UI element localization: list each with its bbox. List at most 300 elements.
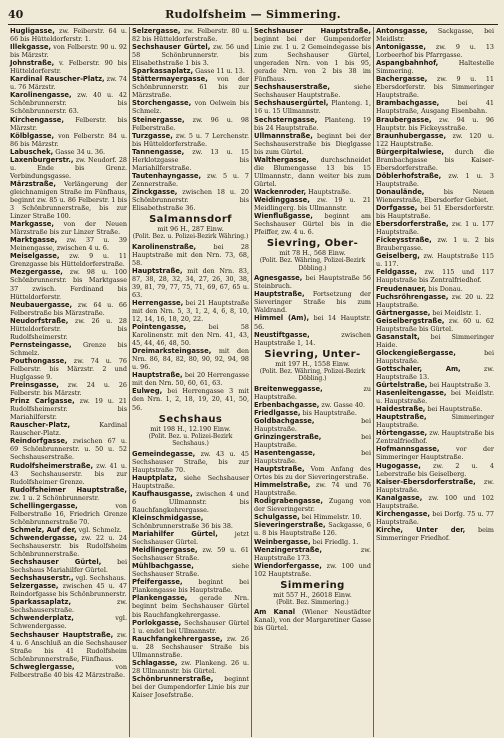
street-entry bbox=[132, 619, 249, 635]
street-name: Braubergasse, bbox=[376, 115, 432, 124]
street-entry bbox=[376, 116, 494, 132]
street-description: zw. 9 u. 11 Grenzgasse bis Hütteldorferstraße. bbox=[10, 252, 127, 269]
column-1 bbox=[8, 27, 130, 737]
street-description: zw. 40 u. 42 Schönbrunnerstr. bis Schönbrunnerstr. 63. bbox=[10, 91, 127, 116]
street-description: bei Hauptstraße. bbox=[425, 405, 483, 414]
locality-stats: mit 557 H., 26018 Einw. bbox=[273, 590, 352, 599]
street-entry bbox=[10, 631, 127, 663]
street-entry bbox=[10, 421, 127, 437]
street-name: Sechshauserstraße, bbox=[254, 83, 331, 92]
street-name: Herrengasse, bbox=[132, 298, 184, 307]
street-entry bbox=[10, 582, 127, 598]
street-description: von Felberstraße 16, Friedrich Grenze Schönbrunnerstraße 70. bbox=[10, 501, 127, 526]
street-description: beginnt bei der Gumpendorfer Linie zw. 1 u. 2 Gemeindegasse bis zum Sechshauser Gürtel, ungeraden Nrn. von 1 bis 95, gerade Nrn. von 2 bis 38 im Fünfhaus. bbox=[254, 35, 371, 84]
street-name: Freudenauer, bbox=[376, 284, 427, 293]
street-entry bbox=[10, 558, 127, 574]
street-name: Hugligasse, bbox=[10, 27, 55, 35]
street-description: zwischen Hauptstraße 1, 14. bbox=[254, 330, 371, 347]
street-description: zw. 100 und 102 Hauptstraße. bbox=[254, 561, 371, 578]
street-description: Felberstr. bis Märzstr. bbox=[10, 115, 127, 132]
street-description: Zugang von der Sieveringerstr. bbox=[254, 497, 371, 514]
street-description: zw. Hauptstraße. bbox=[376, 477, 494, 494]
street-entry bbox=[132, 243, 249, 267]
street-entry bbox=[10, 91, 127, 115]
street-name: Wienflußgasse, bbox=[254, 212, 313, 221]
street-name: Illekgasse, bbox=[10, 43, 52, 52]
street-description: Gasse 11 u. 13. bbox=[193, 67, 245, 76]
street-name: Wiendorfergasse, bbox=[254, 561, 322, 570]
street-description: zw. Hauptstraße 115 u. 117. bbox=[376, 252, 494, 269]
street-entry bbox=[376, 285, 494, 293]
street-description: zw. Plankeng. 26 u. 28 Ullmannstr. bis Gürtel. bbox=[132, 658, 249, 675]
street-description: zw. 74 u. 76 Märzstr. bbox=[10, 75, 127, 92]
street-name: Gottschaler, Am, bbox=[376, 364, 461, 373]
street-description: mit den Nrn. 83, 87, 38, 28, 32, 34, 27, 26, 30, 38, 39, 81, 79, 77, 75, 71, 69, 67, 65 u. 63. bbox=[132, 266, 249, 299]
street-entry bbox=[376, 252, 494, 268]
street-entry bbox=[132, 490, 249, 514]
street-name: Hauptstraße, bbox=[132, 371, 183, 380]
street-name: Hasenleitengasse, bbox=[376, 389, 447, 398]
street-description: zw. 20 u. 22 Hauptstraße. bbox=[376, 292, 494, 309]
street-entry bbox=[376, 381, 494, 389]
street-description: Hauptstraße. bbox=[306, 187, 352, 196]
street-entry bbox=[10, 252, 127, 268]
street-name: Kirche, Unter der, bbox=[376, 525, 466, 534]
street-description: zw. 74 u. 76 Felberstr. bis Märzstr. 2 und Huglgasse 9. bbox=[10, 356, 127, 382]
street-name: Hofmannsgasse, bbox=[376, 445, 440, 454]
street-name: Steinergasse, bbox=[132, 115, 185, 124]
street-description: zw. 98 u. 100 Schönbrunnerstr. bis Marktgasse 37 zwisch. Ferdinand bis Hütteldorferstr. bbox=[10, 268, 127, 301]
street-entry bbox=[132, 132, 249, 148]
street-description: Planteng. 19 bis 24 Hauptstraße. bbox=[254, 115, 371, 132]
street-description: Vom Anfang des Ortes bis zu der Sieveringerstraße. bbox=[254, 465, 371, 482]
street-description: bis Neuen Wienerstraße, Ebersdorfer Gebiet. bbox=[376, 187, 494, 204]
street-entry bbox=[10, 614, 127, 630]
street-name: Stättermayergasse, bbox=[132, 75, 208, 84]
street-entry bbox=[132, 148, 249, 172]
street-entry bbox=[10, 116, 127, 132]
street-name: Tannengasse, bbox=[132, 147, 185, 156]
street-name: Schweglergasse, bbox=[10, 662, 75, 671]
street-description: zw. 5 u. 7 Zennerstraße. bbox=[132, 171, 249, 188]
street-description: bei Herrengasse 3 mit den Nrn. 1, 2, 18, 19, 20, 41, 50, 56. bbox=[132, 387, 249, 412]
street-description: zw. 24 u. 26 Felberstr. bis Märzstr. bbox=[10, 381, 127, 398]
street-description: zw. Hauptstraße 13. bbox=[376, 364, 494, 382]
street-entry bbox=[10, 27, 127, 43]
street-entry bbox=[254, 83, 371, 99]
street-entry bbox=[376, 413, 494, 429]
locality-title: Sievring, Unter- bbox=[264, 348, 361, 360]
street-entry bbox=[10, 220, 127, 236]
street-entry bbox=[10, 236, 127, 252]
street-name: Gemeindegasse, bbox=[132, 449, 196, 458]
street-name: Prinz Carlgasse, bbox=[10, 397, 75, 406]
street-description: zwischen 18 u. 20 Schönbrunnerstr. bis Elisabethstraße 36. bbox=[132, 187, 249, 213]
street-entry bbox=[132, 530, 249, 546]
street-description: zw. 74 und 76 Hauptstraße. bbox=[254, 481, 371, 498]
street-name: Geiselbergstraße, bbox=[376, 316, 445, 325]
street-entry bbox=[10, 268, 127, 300]
street-description: siehe Sechshauser Hauptstraße. bbox=[132, 473, 249, 490]
street-name: Eulweg, bbox=[132, 387, 163, 396]
street-entry bbox=[10, 437, 127, 461]
street-entry bbox=[10, 180, 127, 220]
street-entry bbox=[254, 538, 371, 546]
street-entry bbox=[254, 608, 371, 632]
street-description: zw. 1 u. 2 Schönbrunnerstr. bbox=[10, 493, 100, 502]
street-description: jetzt Sechshauser Gürtel. bbox=[132, 530, 249, 547]
street-description: bei Hauptstraße. bbox=[254, 432, 371, 449]
street-entry bbox=[376, 309, 494, 317]
column-4 bbox=[374, 27, 496, 737]
street-entry bbox=[376, 132, 494, 148]
locality-heading bbox=[132, 414, 249, 448]
street-description: beginnt bei der Gumpendorfer Linie bis zur Kaiser Josefstraße. bbox=[132, 674, 249, 699]
street-description: Sackgasse, 6 u. 8 bis Hauptstraße 126. bbox=[254, 521, 371, 538]
street-entry bbox=[132, 75, 249, 99]
street-description: bei 51 Ebersdorferstr. bis Hauptstraße. bbox=[376, 204, 494, 221]
street-entry bbox=[376, 365, 494, 381]
street-name: Porlokgasse, bbox=[132, 618, 182, 627]
header-rule bbox=[8, 24, 498, 25]
street-description: bei Sechshaus Mariahilfer Gürtel. bbox=[10, 558, 127, 575]
street-description: von der Schönbrunnerstr. 61 bis zur Märzstraße. bbox=[132, 75, 249, 100]
street-name: Gasanstalt, bbox=[376, 332, 420, 341]
street-name: Ebersdorferstraße, bbox=[376, 220, 449, 229]
street-name: Schmelz, Auf der, bbox=[10, 525, 77, 534]
street-name: Breitenweggasse, bbox=[254, 384, 323, 393]
street-entry bbox=[376, 293, 494, 309]
street-name: Sieveringerstraße, bbox=[254, 521, 326, 530]
street-description: vgl. Sechshaus. bbox=[73, 574, 126, 583]
street-name: Friedlgasse, bbox=[254, 408, 301, 417]
street-name: Himmel (Am), bbox=[254, 314, 310, 323]
street-entry bbox=[132, 267, 249, 299]
street-name: Meiselgasse, bbox=[10, 252, 60, 261]
street-description: bei Himmelstr. 10. bbox=[299, 513, 362, 522]
street-description: bei Meidlstr. 1. bbox=[430, 308, 482, 317]
street-description: zw. 19 u. 21 Meidlingerg. bis Ullmannstr. bbox=[254, 195, 371, 213]
street-entry bbox=[376, 268, 494, 284]
street-name: Sparkassaplatz, bbox=[10, 598, 72, 607]
street-entry bbox=[10, 317, 127, 341]
street-name: Sechsterngasse, bbox=[254, 115, 318, 124]
street-name: Weidinggasse, bbox=[254, 195, 310, 204]
street-description: bei Hauptstraße. bbox=[254, 416, 371, 433]
street-entry bbox=[254, 546, 371, 562]
street-entry bbox=[376, 59, 494, 75]
street-name: Schönbrunnerstraße, bbox=[132, 674, 214, 683]
street-name: Haidestraße, bbox=[376, 405, 426, 414]
street-name: Kaiser-Ebersdorferstraße, bbox=[376, 477, 476, 486]
street-description: vgl. Schwendergasse. bbox=[10, 614, 127, 631]
street-description: bis Hauptstraße. bbox=[300, 408, 357, 417]
street-description: vgl. Schmelz. bbox=[76, 525, 122, 534]
locality-stats: mit 197 H., 1558 Einw. bbox=[275, 359, 350, 368]
street-name: Schlagasse, bbox=[132, 658, 178, 667]
street-name: Bürgerpitalwiese, bbox=[376, 147, 445, 156]
street-name: Fuchsröhrengasse, bbox=[376, 292, 449, 301]
street-description: zw. Feiberstr. 64 u. 66 bis Hütteldorferstr. 1. bbox=[10, 27, 127, 44]
street-entry bbox=[132, 594, 249, 618]
street-name: Reindorfgasse, bbox=[10, 437, 68, 446]
street-entry bbox=[376, 99, 494, 115]
street-name: Zinckgasse, bbox=[132, 187, 178, 196]
street-name: Labuschek, bbox=[10, 147, 54, 156]
street-name: Hugogasse, bbox=[376, 461, 421, 470]
locality-title: Sechshaus bbox=[158, 413, 223, 425]
street-description: v. Felberstr. 90 bis Hütteldorferstr. bbox=[10, 59, 127, 76]
street-description: bei Friedlg. 1. bbox=[310, 537, 359, 546]
street-name: Märzstraße, bbox=[10, 179, 56, 188]
street-description: zw. Sechshauserstraße. bbox=[10, 598, 127, 615]
street-name: Selzergasse, bbox=[10, 582, 59, 591]
street-name: Schulgasse, bbox=[254, 513, 300, 522]
street-name: Hauptstraße, bbox=[132, 266, 183, 275]
street-entry bbox=[376, 148, 494, 172]
street-entry bbox=[10, 59, 127, 75]
locality-district: (Polit. Bez. Währing, Polizei-Bezirk Döbling.) bbox=[259, 367, 366, 383]
street-name: Hörtengasse, bbox=[376, 429, 428, 438]
street-entry bbox=[10, 526, 127, 534]
street-name: Hauptstraße, bbox=[376, 413, 427, 422]
street-description: zwischen 45 u. 47 Reindorfgasse bis Schönbrunnerstr. bbox=[10, 582, 127, 599]
street-entry bbox=[254, 132, 371, 156]
street-entry bbox=[10, 156, 127, 180]
street-entry bbox=[376, 204, 494, 220]
street-entry bbox=[10, 534, 127, 558]
street-entry bbox=[254, 274, 371, 290]
street-name: Preinsgasse, bbox=[10, 381, 59, 390]
street-entry bbox=[132, 323, 249, 347]
street-description: zw. Hauptstraße 173. bbox=[254, 545, 371, 562]
street-entry bbox=[254, 409, 371, 417]
street-description: bei Meidlstr. u. Hauptstraße. bbox=[376, 389, 494, 406]
street-name: Wenzingerstraße, bbox=[254, 545, 322, 554]
street-name: Sparkassaplatz, bbox=[132, 67, 194, 76]
street-entry bbox=[254, 212, 371, 236]
street-name: Weinbergasse, bbox=[254, 537, 311, 546]
street-description: zw. 37 u. 39 Meinengasse, zwischen 4 u. 6. bbox=[10, 236, 127, 253]
street-description: bei 28 Hauptstraße mit den Nrn. 73, 68, 58. bbox=[132, 242, 249, 267]
street-description: zw. 4 u. 6 Anschluß an die Sechshauser Straße bis 41 Rudolfsheim Schönbrunnerstraße, Fünfhaus. bbox=[10, 630, 127, 663]
street-description: zw. Neudorf. 28 u. Ende bis Grenz. Verbindungsgasse. bbox=[10, 155, 127, 180]
street-entry bbox=[376, 445, 494, 461]
street-description: zw. Gasse 40. bbox=[319, 400, 365, 409]
street-description: bei Hauptstraße. bbox=[376, 348, 494, 365]
street-name: Sechshauser Gürtel, bbox=[10, 558, 102, 567]
street-entry bbox=[132, 514, 249, 530]
street-name: Sechshauserstr., bbox=[10, 574, 74, 583]
street-entry bbox=[376, 494, 494, 510]
street-name: Gärtnergasse, bbox=[376, 308, 431, 317]
street-name: Meidlingergasse, bbox=[132, 546, 198, 555]
street-entry bbox=[376, 462, 494, 478]
locality-title: Simmering bbox=[280, 579, 345, 591]
street-entry bbox=[10, 502, 127, 526]
street-name: Fickeysstraße, bbox=[376, 236, 432, 245]
street-entry bbox=[10, 381, 127, 397]
street-entry bbox=[10, 598, 127, 614]
street-entry bbox=[254, 481, 371, 497]
street-description: von Felberstr. 90 u. 92 bis Märzstr. bbox=[10, 43, 127, 60]
street-name: Tautenhayngasse, bbox=[132, 171, 202, 180]
street-description: zw. 43 u. 45 Sechshauser Straße, bis zur Hauptstraße 70. bbox=[132, 449, 249, 474]
street-description: Kardinal Rauscher-Platz. bbox=[10, 421, 127, 438]
street-name: Sechshauser Gürtel, bbox=[132, 43, 211, 52]
street-name: Rauchfangkehrergasse, bbox=[132, 634, 223, 643]
street-entry bbox=[10, 397, 127, 421]
street-description: zw. 41 u. 43 Sechshauserstr. bis zur Rudolfsheimer Grenze. bbox=[10, 461, 127, 486]
street-entry bbox=[132, 43, 249, 67]
street-entry bbox=[254, 116, 371, 132]
street-entry bbox=[254, 497, 371, 513]
street-entry bbox=[10, 663, 127, 679]
street-entry bbox=[376, 405, 494, 413]
street-entry bbox=[376, 510, 494, 526]
street-description: zw. 120 u. 122 Hauptstraße. bbox=[376, 131, 494, 148]
locality-heading bbox=[254, 580, 371, 607]
street-name: Hauptstraße, bbox=[254, 465, 305, 474]
street-entry bbox=[132, 27, 249, 43]
street-description: zw. 19 u. 21 Rudolfsheimerstr. bis Mariahilferstr. bbox=[10, 397, 127, 422]
street-name: Mühlbachgasse, bbox=[132, 562, 194, 571]
street-description: Haltestelle Simmering. bbox=[376, 59, 494, 76]
street-entry bbox=[132, 299, 249, 323]
street-entry bbox=[376, 43, 494, 59]
street-name: Neubauergasse, bbox=[10, 300, 73, 309]
street-entry bbox=[132, 371, 249, 387]
street-name: Laxenburgerstr., bbox=[10, 155, 74, 164]
locality-stats: mit 78 H., 568 Einw. bbox=[279, 249, 346, 258]
street-entry bbox=[132, 116, 249, 132]
street-description: Planteng. 1, 16 u. 15 Ullmannstr. bbox=[254, 99, 371, 116]
street-description: zw. 94 u. 96 Hauptstr. bis Fickeysstraße. bbox=[376, 115, 494, 132]
street-entry bbox=[254, 27, 371, 83]
locality-stats: mit 96 H., 287 Einw. bbox=[157, 225, 224, 234]
street-description: zw. 22 u. 24 Sechshauserstr. bis Rudolfsheim Schönbrunnerstraße. bbox=[10, 533, 127, 559]
street-name: Dorfgasse, bbox=[376, 204, 418, 213]
street-entry bbox=[132, 474, 249, 490]
street-entry bbox=[254, 314, 371, 330]
street-description: Schönbrunnerstraße 36 bis 38. bbox=[132, 521, 233, 530]
column-2 bbox=[130, 27, 252, 737]
street-description: siehe Sechshauser Hauptstraße. bbox=[254, 83, 371, 100]
street-entry bbox=[132, 67, 249, 75]
street-name: Kanalgasse, bbox=[376, 493, 423, 502]
street-description: zw. 9 u. 13 Lorbeerhof bis Pfarrgasse. bbox=[376, 43, 494, 60]
street-name: Ullmannstraße, bbox=[254, 131, 313, 140]
street-name: Hauptplatz, bbox=[132, 473, 177, 482]
street-description: bei 14 Hauptstr. 56. bbox=[254, 314, 371, 331]
street-description: zw. 64 u. 66 Felberstraße bis Märzstraße. bbox=[10, 300, 127, 317]
street-description: zw. 2 u. 4 Leberstraße bis Geiselberg. bbox=[376, 461, 494, 478]
street-name: Markgasse, bbox=[10, 220, 54, 229]
street-entry bbox=[10, 357, 127, 381]
street-entry bbox=[376, 236, 494, 252]
locality-heading bbox=[132, 214, 249, 241]
street-description: zw. 59 u. 61 Sechshauser Straße. bbox=[132, 546, 249, 563]
street-description: von Felberstraße 40 bis 42 Märzstraße. bbox=[10, 662, 127, 679]
street-description: beim Simmeringer Friedhof. bbox=[376, 525, 494, 542]
street-entry bbox=[376, 188, 494, 204]
street-entry bbox=[10, 148, 127, 156]
street-name: Hauptstraße, bbox=[254, 290, 305, 299]
street-name: Neudorfstraße, bbox=[10, 316, 69, 325]
street-description: zw. 5 u. 7 Lerchenstr. bis Hütteldorferstraße. bbox=[132, 131, 249, 148]
street-description: Simmeringer Hauptstraße. bbox=[376, 413, 494, 430]
street-entry bbox=[254, 385, 371, 401]
street-name: Am Kanal bbox=[254, 608, 296, 617]
street-entry bbox=[376, 333, 494, 349]
street-entry bbox=[254, 417, 371, 433]
street-entry bbox=[132, 675, 249, 699]
street-entry bbox=[254, 433, 371, 449]
locality-title: Salmannsdorf bbox=[149, 214, 232, 226]
street-entry bbox=[376, 75, 494, 99]
street-entry bbox=[376, 27, 494, 43]
column-3 bbox=[252, 27, 374, 737]
street-name: Feldgasse, bbox=[376, 268, 417, 277]
street-name: Kirchengasse, bbox=[376, 509, 431, 518]
street-description: zw. 1 u. 3 Hauptstraße. bbox=[376, 171, 494, 188]
street-name: Schellingergasse, bbox=[10, 501, 78, 510]
locality-heading bbox=[254, 238, 371, 272]
street-description: Gasse 34 u. 36. bbox=[53, 147, 106, 156]
street-entry bbox=[254, 562, 371, 578]
street-name: Pointengasse, bbox=[132, 323, 187, 332]
street-entry bbox=[376, 478, 494, 494]
street-name: Selzergasse, bbox=[132, 27, 181, 35]
street-description: siehe Sechshauser Straße. bbox=[132, 562, 249, 579]
street-entry bbox=[254, 99, 371, 115]
street-entry bbox=[254, 290, 371, 314]
street-name: Rauscher-Platz, bbox=[10, 421, 71, 430]
street-description: zw. 1 u. 177 Hauptstraße. bbox=[376, 220, 494, 237]
street-name: Kölblgasse, bbox=[10, 131, 55, 140]
locality-district: (Polit. Bez. Simmering.) bbox=[276, 598, 349, 606]
street-description: bei Hauptstraße. bbox=[254, 449, 371, 466]
street-name: Hasentengasse, bbox=[254, 449, 316, 458]
street-description: zw. 96 u. 98 Felberstraße. bbox=[132, 115, 249, 132]
street-entry bbox=[254, 188, 371, 196]
street-entry bbox=[10, 341, 127, 357]
street-name: Geiselberg, bbox=[376, 252, 420, 261]
street-description: Fortsetzung der Sieveringer Straße bis zum Waldrand. bbox=[254, 290, 371, 315]
street-name: Sechshauser Hauptstraße, bbox=[10, 630, 114, 639]
street-description: beginnt am Sechshauser Gürtel bis in die Pfeiffer, zw. 4 u. 6. bbox=[254, 212, 371, 237]
street-description: mit den Nrn. 86, 84, 82, 80, 90, 92, 94, 98 u. 96. bbox=[132, 347, 249, 372]
street-name: Plankengasse, bbox=[132, 594, 188, 603]
street-description: bei Hauptstraße 3. bbox=[427, 381, 491, 390]
page-header bbox=[8, 6, 498, 24]
street-description: durch die Brambachgasse bis Kaiser-Ebersdorferstraße. bbox=[376, 147, 494, 172]
street-entry bbox=[132, 172, 249, 188]
street-entry bbox=[132, 635, 249, 659]
street-entry bbox=[376, 429, 494, 445]
street-name: Schwenderplatz, bbox=[10, 614, 74, 623]
street-entry bbox=[10, 75, 127, 91]
street-entry bbox=[10, 574, 127, 582]
street-name: Himmelstraße, bbox=[254, 481, 311, 490]
street-description: Verlängerung der gleichnamigen Straße im Fünfhaus, beginnt zw. 85 u. 86 Felberstr. 1 bis 3 Schönbrunnerstraße, bis zur Linzer Straße 100. bbox=[10, 179, 127, 221]
street-name: Turzgasse, bbox=[132, 131, 173, 140]
street-entry bbox=[254, 331, 371, 347]
columns bbox=[8, 27, 498, 737]
street-name: Kardinal Rauscher-Platz, bbox=[10, 75, 105, 84]
street-entry bbox=[10, 132, 127, 148]
locality-title: Sievring, Ober- bbox=[266, 238, 359, 250]
